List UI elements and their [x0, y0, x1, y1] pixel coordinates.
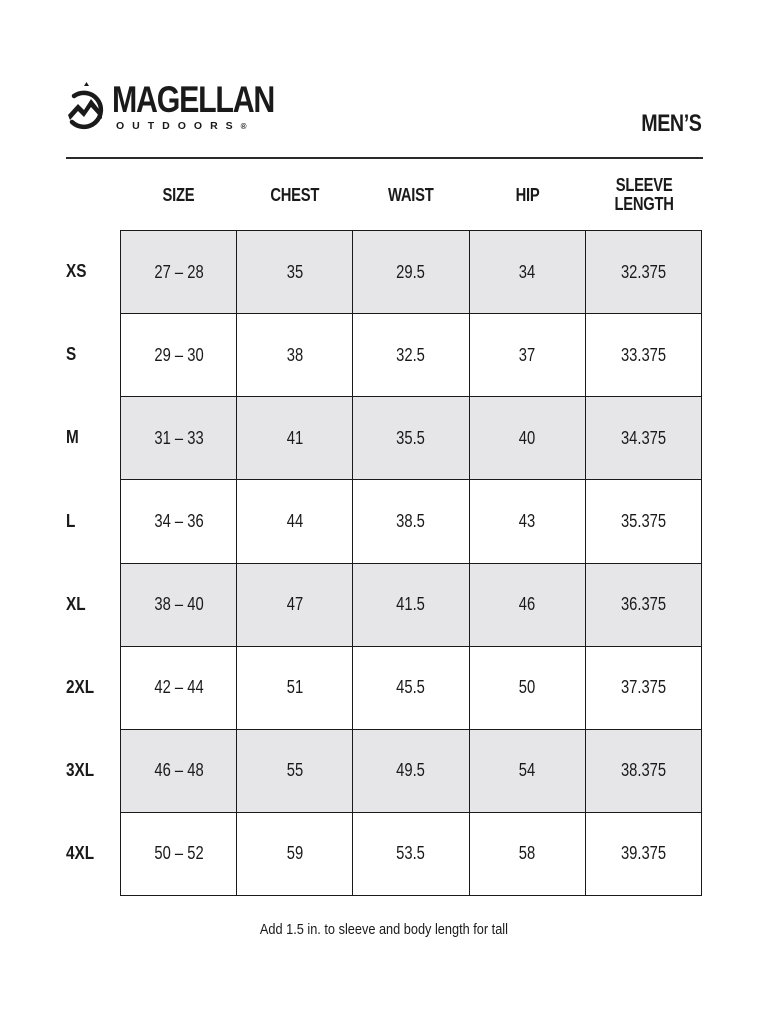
column-header-hip: HIP — [516, 184, 540, 205]
sleeve-length-cell: 37.375 — [585, 646, 701, 729]
table-row — [121, 729, 702, 812]
size-chart-table — [120, 230, 702, 896]
sleeve-length-cell: 32.375 — [585, 231, 701, 314]
chest-cell: 55 — [237, 729, 353, 812]
size-cell: 34 – 36 — [121, 480, 237, 563]
size-cell: 27 – 28 — [121, 231, 237, 314]
brand-logo — [66, 80, 286, 140]
row-label: 2XL — [66, 677, 95, 697]
chest-cell: 35 — [237, 231, 353, 314]
page-title: MEN’S — [641, 110, 702, 137]
waist-cell: 32.5 — [353, 314, 469, 397]
row-label: 4XL — [66, 843, 95, 863]
table-row — [121, 314, 702, 397]
size-cell: 46 – 48 — [121, 729, 237, 812]
sleeve-length-cell: 38.375 — [585, 729, 701, 812]
waist-cell: 38.5 — [353, 480, 469, 563]
table-row — [121, 231, 702, 314]
hip-cell: 54 — [469, 729, 585, 812]
table-row — [121, 812, 702, 895]
hip-cell: 46 — [469, 563, 585, 646]
hip-cell: 37 — [469, 314, 585, 397]
row-label: L — [66, 511, 76, 531]
size-cell: 29 – 30 — [121, 314, 237, 397]
size-cell: 50 – 52 — [121, 812, 237, 895]
table-row — [121, 397, 702, 480]
hip-cell: 43 — [469, 480, 585, 563]
registered-mark: ® — [240, 122, 247, 131]
sleeve-length-cell: 35.375 — [585, 480, 701, 563]
chest-cell: 47 — [237, 563, 353, 646]
mountain-logo-icon — [66, 82, 106, 134]
brand-name: MAGELLAN — [112, 79, 275, 120]
sleeve-length-cell: 33.375 — [585, 314, 701, 397]
size-cell: 31 – 33 — [121, 397, 237, 480]
header-divider — [66, 157, 703, 159]
brand-subtitle: OUTDOORS® — [116, 120, 247, 132]
hip-cell: 34 — [469, 231, 585, 314]
column-header-chest: CHEST — [270, 184, 320, 205]
column-header-sleeve-length: SLEEVE LENGTH — [614, 175, 674, 214]
chest-cell: 44 — [237, 480, 353, 563]
chest-cell: 38 — [237, 314, 353, 397]
waist-cell: 45.5 — [353, 646, 469, 729]
row-label: 3XL — [66, 760, 95, 780]
chest-cell: 51 — [237, 646, 353, 729]
waist-cell: 49.5 — [353, 729, 469, 812]
sleeve-length-cell: 39.375 — [585, 812, 701, 895]
row-label: XS — [66, 261, 87, 281]
table-row — [121, 646, 702, 729]
waist-cell: 53.5 — [353, 812, 469, 895]
sleeve-length-cell: 36.375 — [585, 563, 701, 646]
sleeve-length-cell: 34.375 — [585, 397, 701, 480]
column-header-size: SIZE — [162, 184, 194, 205]
chest-cell: 41 — [237, 397, 353, 480]
hip-cell: 40 — [469, 397, 585, 480]
row-label: M — [66, 427, 79, 447]
size-cell: 42 – 44 — [121, 646, 237, 729]
waist-cell: 29.5 — [353, 231, 469, 314]
size-cell: 38 – 40 — [121, 563, 237, 646]
table-row — [121, 480, 702, 563]
waist-cell: 35.5 — [353, 397, 469, 480]
column-headers — [120, 165, 703, 225]
row-label: S — [66, 344, 77, 364]
tall-sizing-note: Add 1.5 in. to sleeve and body length for tall — [259, 921, 509, 938]
table-row — [121, 563, 702, 646]
chest-cell: 59 — [237, 812, 353, 895]
hip-cell: 58 — [469, 812, 585, 895]
column-header-waist: WAIST — [388, 184, 434, 205]
hip-cell: 50 — [469, 646, 585, 729]
row-label: XL — [66, 594, 86, 614]
waist-cell: 41.5 — [353, 563, 469, 646]
